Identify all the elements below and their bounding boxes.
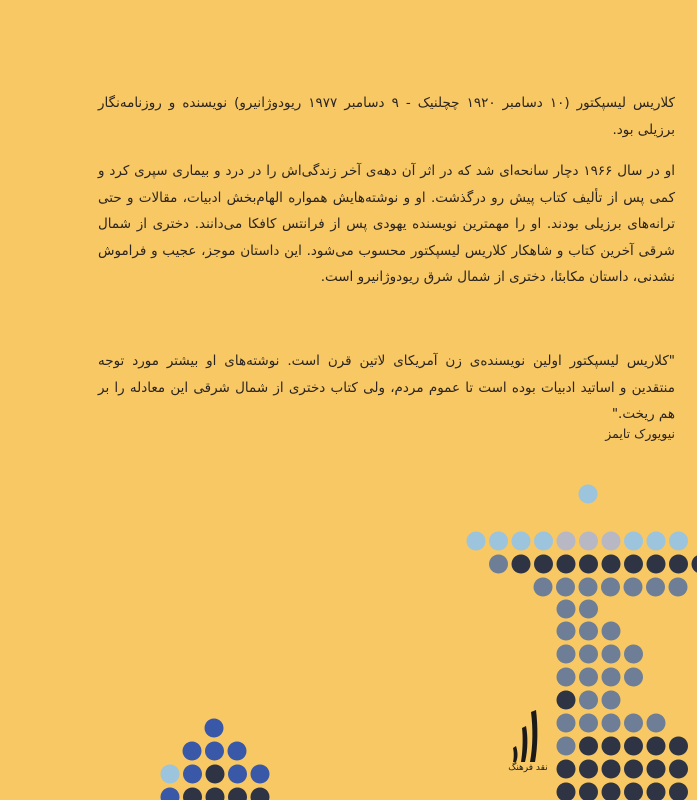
dot [205,742,224,761]
dot [624,645,643,664]
dot [557,622,576,641]
dot [669,760,688,779]
dot [489,532,508,551]
dot [251,765,270,784]
quote-attribution: نیویورک تایمز [605,426,675,441]
dot [579,691,598,710]
dot [161,788,180,800]
paragraph-summary: او در سال ۱۹۶۶ دچار سانحه‌ای شد که در اثر آن دهه‌ی آخر زندگی‌اش را در درد و بیماری سپری کرد و کمی پس از تألیف کتاب پیش رو درگذشت. او و نوشته‌هایش همواره الهام‌بخش ادبیات، مقالات و حتی ترانه‌های برزیلی بودند. او را مهمترین نویسنده یهودی پس از فرانتس کافکا می‌دانند. دختری از شمال شرقی آخرین کتاب و شاهکار کلاریس لیسپکتور محسوب می‌شود. این داستان موجز، عجیب و فراموش نشدنی، داستان مکابئا، دختری از شمال شرق ریودوژانیرو است. [98,163,675,285]
dot [579,532,598,551]
dot [557,691,576,710]
dot [183,742,202,761]
dot [624,555,643,574]
dot [602,737,621,756]
dot-figure-left [161,719,270,800]
dot [512,555,531,574]
dot [602,555,621,574]
dot [647,737,666,756]
dot [206,765,225,784]
dot [557,532,576,551]
dot [624,714,643,733]
dot [602,645,621,664]
dot [557,668,576,687]
dot [601,578,620,597]
dot [489,555,508,574]
dot [205,719,224,738]
dot [512,532,531,551]
dot [579,578,598,597]
dot-figure-right [467,485,697,800]
dot [602,532,621,551]
dot [602,691,621,710]
dot [579,555,598,574]
dot [624,783,643,800]
paragraph-bio: کلاریس لیسپکتور (۱۰ دسامبر ۱۹۲۰ چچلنیک - ۹ دسامبر ۱۹۷۷ ریودوژانیرو) نویسنده و روزنامه‌نگار برزیلی بود. [98,95,675,138]
dot [251,788,270,800]
dot [624,578,643,597]
dot [557,714,576,733]
dot [646,578,665,597]
dot [669,737,688,756]
dot [534,578,553,597]
dot [183,765,202,784]
dot [579,760,598,779]
dot [579,668,598,687]
dot [534,555,553,574]
dot [647,532,666,551]
dot [557,555,576,574]
dot [692,555,697,574]
dot [647,555,666,574]
dot [228,765,247,784]
dot [624,532,643,551]
dot [579,485,598,504]
dot [206,788,225,800]
dot [557,737,576,756]
dot [467,532,486,551]
dot [534,532,553,551]
dot [602,714,621,733]
dot [624,668,643,687]
publisher-name: نقد فرهنگ [508,763,548,773]
dot [556,578,575,597]
dot [579,645,598,664]
dot [602,760,621,779]
dot [579,737,598,756]
dot [647,760,666,779]
dot [647,714,666,733]
dot [557,600,576,619]
dot [161,765,180,784]
dot [602,622,621,641]
paragraph-quote: "کلاریس لیسپکتور اولین نویسنده‌ی زن آمریکای لاتین قرن است. نوشته‌های او بیشتر مورد توجه منتقدین و اساتید ادبیات بوده است تا عموم مردم، ولی کتاب دختری از شمال شرقی این معادله را بر هم ریخت." [98,353,675,422]
dot [579,600,598,619]
dot [624,760,643,779]
publisher-logo-icon [508,706,548,796]
dot [669,578,688,597]
dot [579,622,598,641]
dot [228,742,247,761]
dot [624,737,643,756]
dot [579,783,598,800]
dot [669,532,688,551]
dot [557,783,576,800]
dot [183,788,202,800]
dot [602,668,621,687]
dot [602,783,621,800]
dot [647,783,666,800]
dot [557,645,576,664]
dot [669,555,688,574]
dot [228,788,247,800]
dot [579,714,598,733]
dot [669,783,688,800]
dot [557,760,576,779]
